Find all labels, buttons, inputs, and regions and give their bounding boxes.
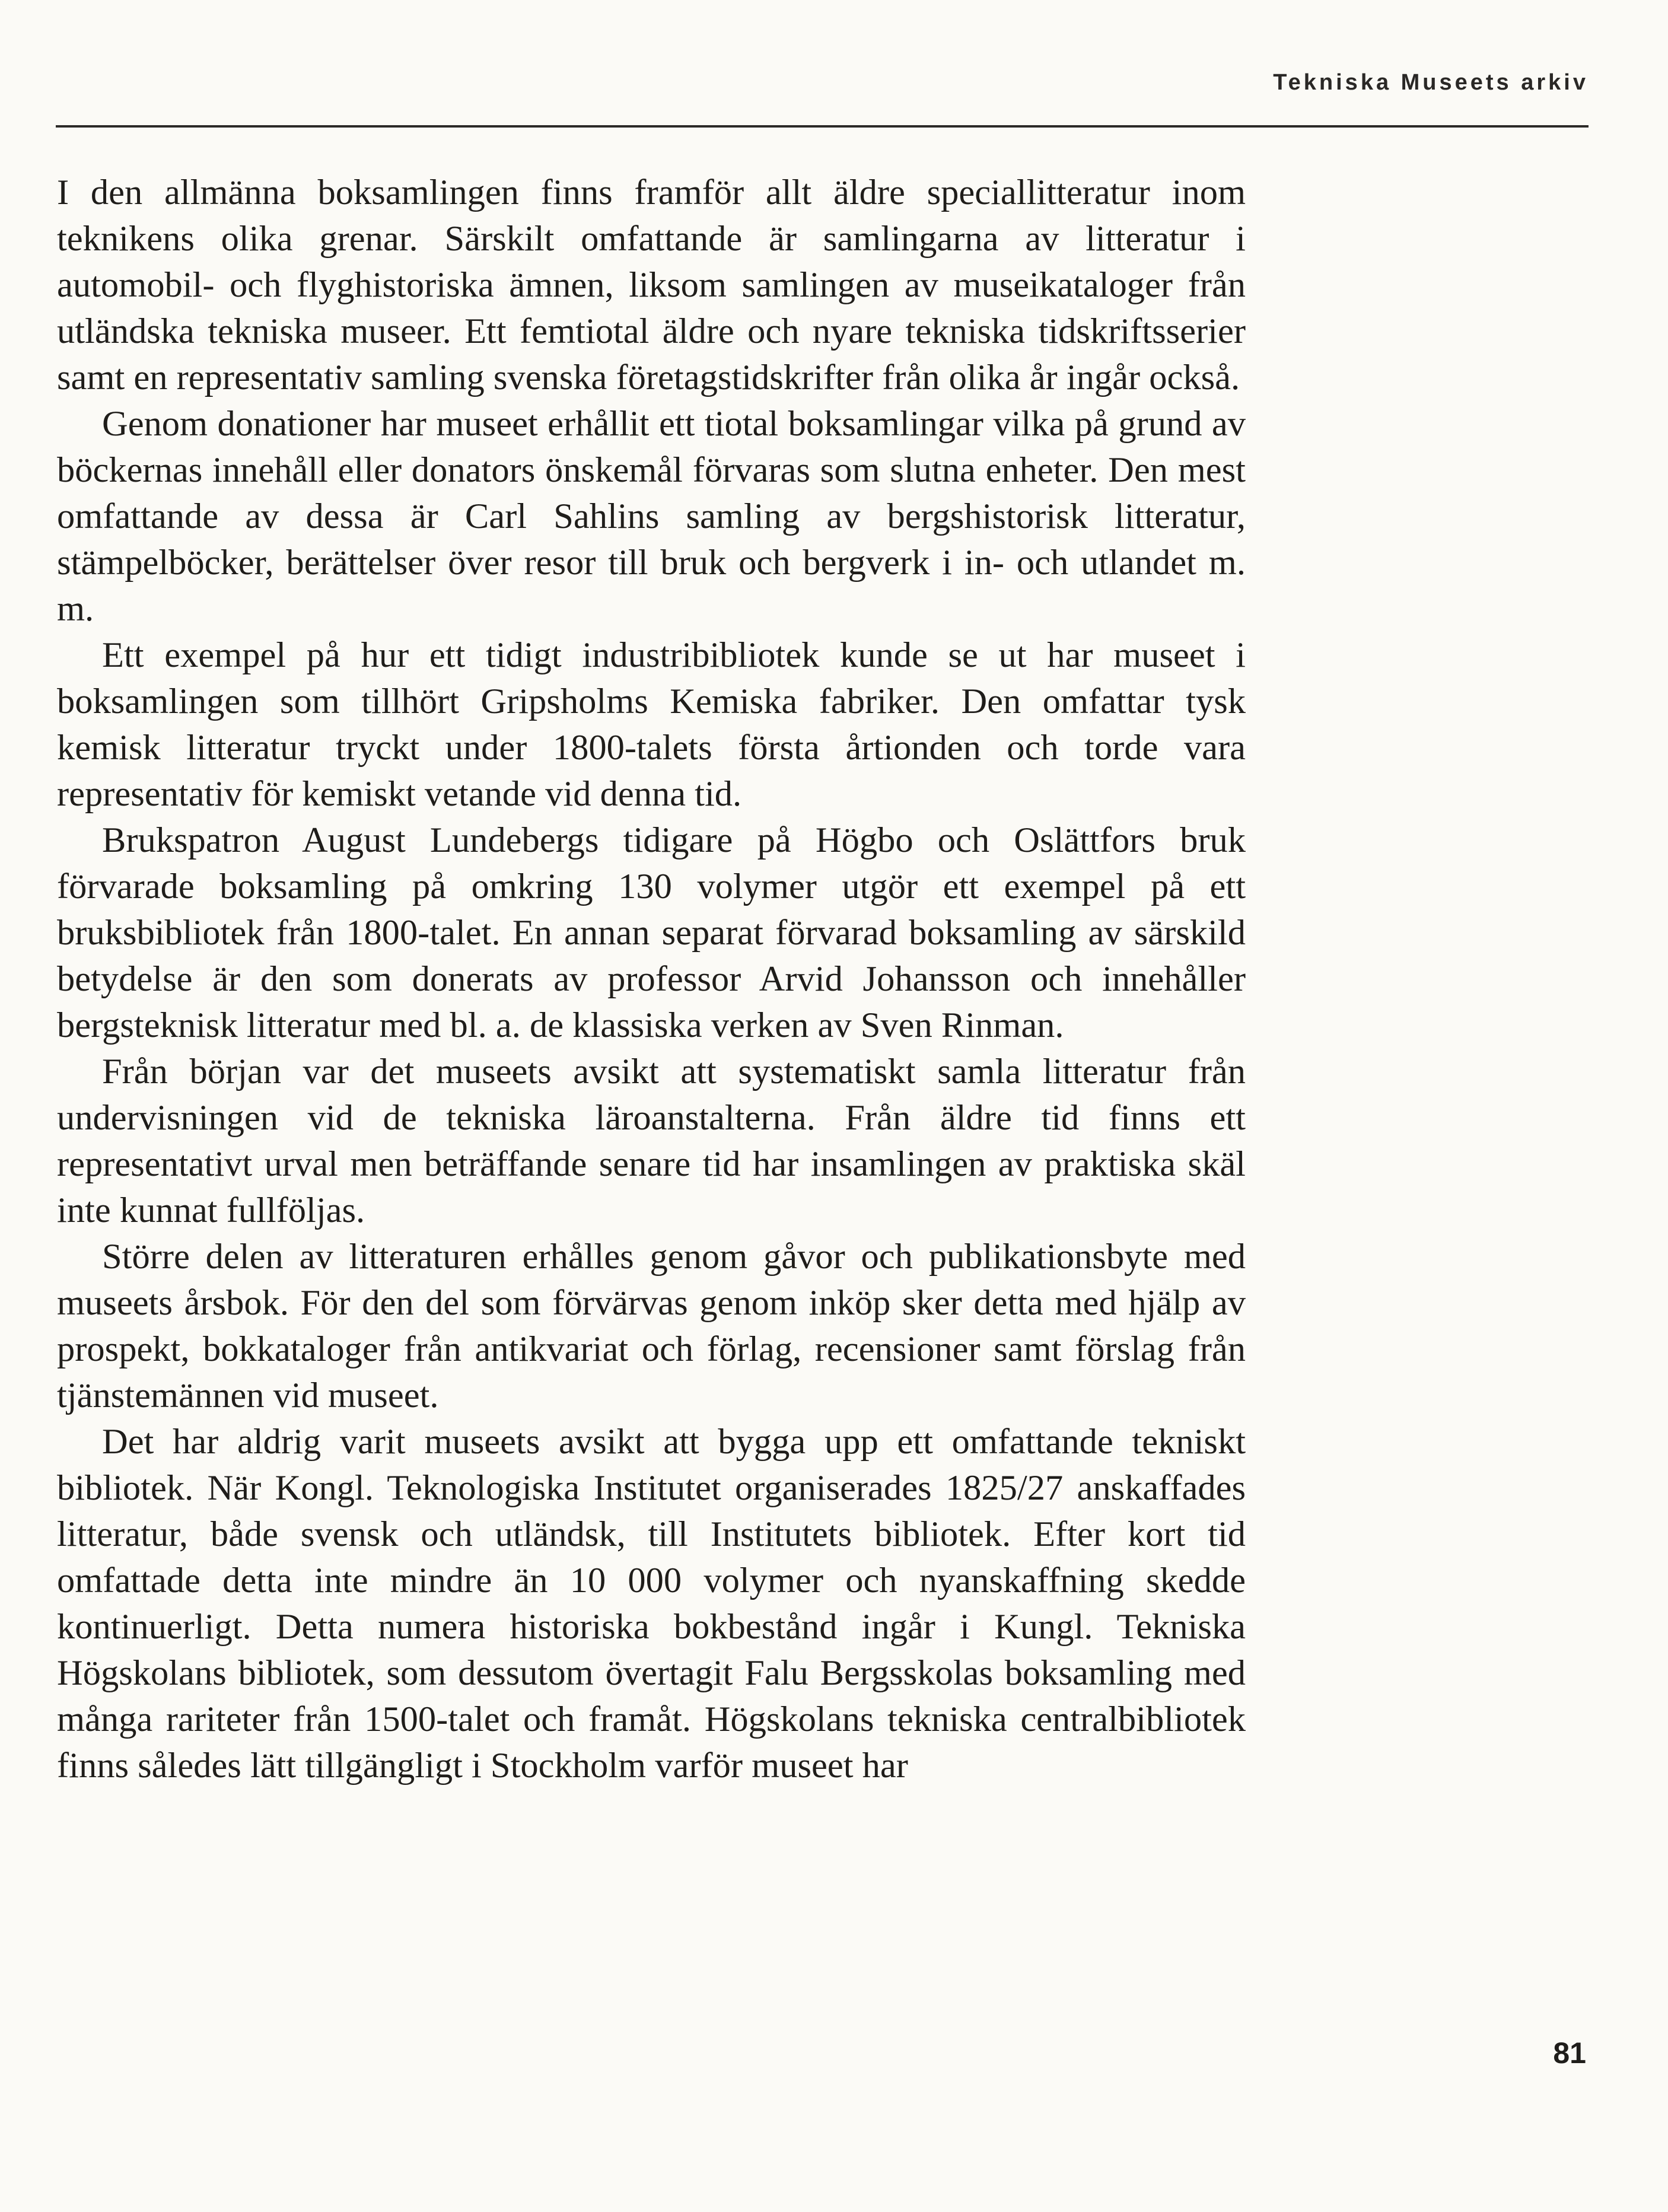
paragraph-acquisition: Större delen av litteraturen erhålles genom gåvor och publikationsbyte med museets årsbok. För den del som förvärvas genom inköp sker detta med hjälp av prospekt, bokkataloger från antikvariat och förlag, recensioner samt förslag från tjänstemännen vid museet.	[57, 1237, 1246, 1415]
header-rule	[56, 125, 1589, 128]
paragraph-donations: Genom donationer har museet erhållit ett tiotal boksamlingar vilka på grund av böckernas innehåll eller donators önskemål förvaras som slutna enheter. Den mest omfattande av dessa är Carl Sahlins samling av bergshistorisk litteratur, stämpelböcker, berättelser över resor till bruk och bergverk i in- och utlandet m. m.	[57, 404, 1246, 629]
page-number: 81	[1553, 2036, 1586, 2070]
paragraph-teaching-literature: Från början var det museets avsikt att systematiskt samla litteratur från undervisningen vid de tekniska läroanstalterna. Från äldre tid finns ett representativt urval men beträffande senare tid har insamlingen av praktiska skäl inte kunnat fullföljas.	[57, 1052, 1246, 1230]
paragraph-industrial-library: Ett exempel på hur ett tidigt industribibliotek kunde se ut har museet i boksamlingen som tillhört Gripsholms Kemiska fabriker. Den omfattar tysk kemisk litteratur tryckt under 1800-talets första årtionden och torde vara representativ för kemiskt vetande vid denna tid.	[57, 635, 1246, 814]
paragraph-general-collection: I den allmänna boksamlingen finns framför allt äldre speciallitteratur inom teknikens olika grenar. Särskilt omfattande är samlingarna av litteratur i automobil- och flyghistoriska ämnen, liksom samlingen av museikataloger från utländska tekniska museer. Ett femtiotal äldre och nyare tekniska tidskriftsserier samt en representativ samling svenska företagstidskrifter från olika år ingår också.	[57, 173, 1246, 397]
running-header: Tekniska Museets arkiv	[1273, 70, 1589, 95]
paragraph-technical-library: Det har aldrig varit museets avsikt att bygga upp ett omfattande tekniskt bibliotek. När Kongl. Teknologiska Institutet organiserades 1825/27 anskaffades litteratur, både svensk och utländsk, till Institutets bibliotek. Efter kort tid omfattade detta inte mindre än 10 000 volymer och nyanskaffning skedde kontinuerligt. Detta numera historiska bokbestånd ingår i Kungl. Tekniska Högskolans bibliotek, som dessutom övertagit Falu Bergsskolas boksamling med många rariteter från 1500-talet och framåt. Högskolans tekniska centralbibliotek finns således lätt tillgängligt i Stockholm varför museet har	[57, 1422, 1246, 1785]
body-text	[57, 170, 1246, 1789]
paragraph-bruks-library: Brukspatron August Lundebergs tidigare på Högbo och Oslättfors bruk förvarade boksamling på omkring 130 volymer utgör ett exempel på ett bruksbibliotek från 1800-talet. En annan separat förvarad boksamling av särskild betydelse är den som donerats av professor Arvid Johansson och innehåller bergsteknisk litteratur med bl. a. de klassiska verken av Sven Rinman.	[57, 820, 1246, 1045]
